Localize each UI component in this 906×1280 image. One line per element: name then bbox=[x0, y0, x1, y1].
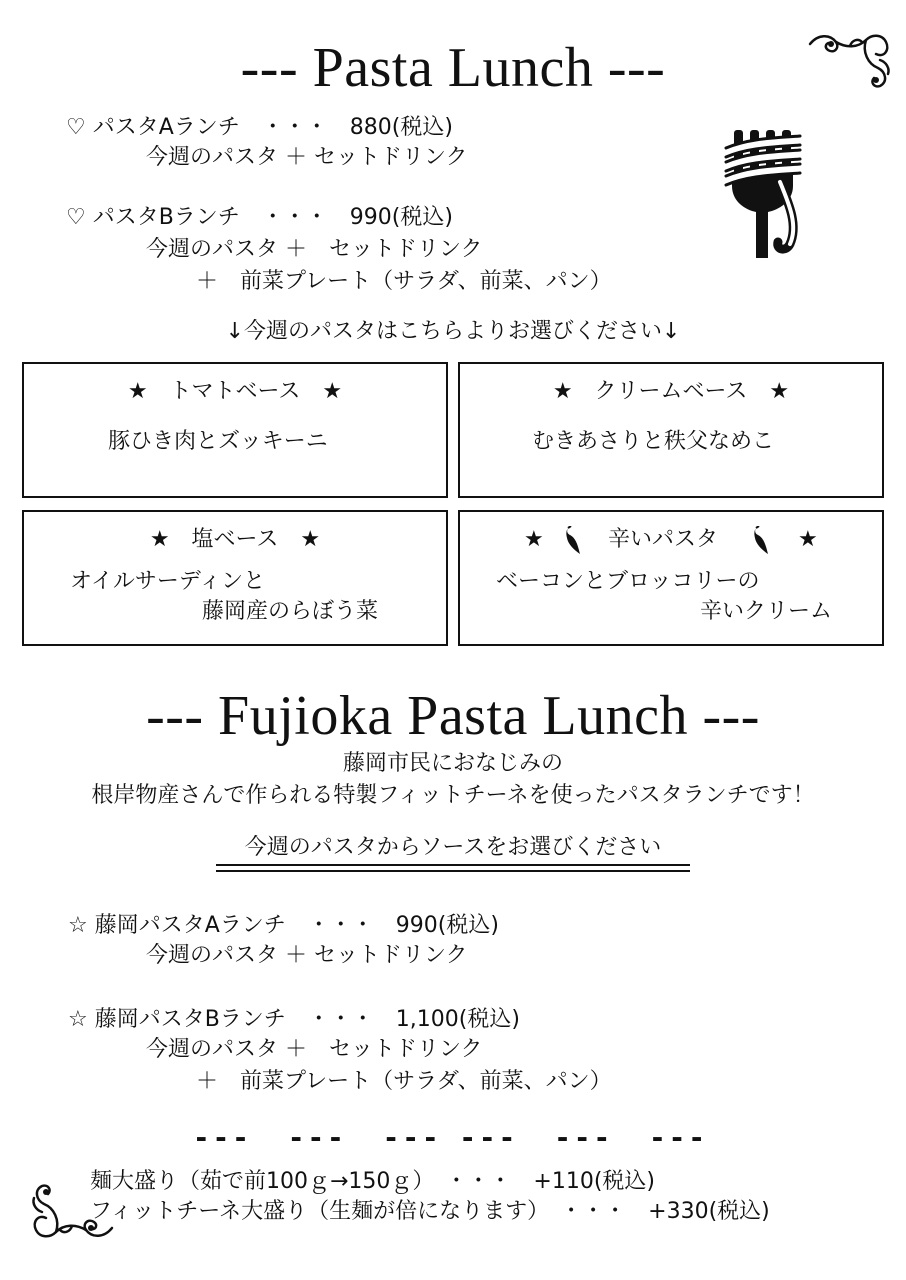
star-right: ★ bbox=[798, 527, 818, 552]
fujioka-b-lunch-extra: ＋ 前菜プレート（サラダ、前菜、パン） bbox=[196, 1069, 612, 1094]
menu-box-cream bbox=[458, 362, 884, 498]
menu-box-salt bbox=[22, 510, 448, 646]
fujioka-intro-line1: 藤岡市民におなじみの bbox=[342, 751, 563, 776]
box-heading: ★ トマトベース ★ bbox=[127, 379, 343, 404]
choose-sauce-note: 今週のパスタからソースをお選びください bbox=[244, 835, 662, 860]
fujioka-b-lunch-title: ☆ 藤岡パスタBランチ ・・・ 1,100(税込) bbox=[68, 1007, 520, 1032]
dash-divider: --- --- --- --- --- --- bbox=[195, 1121, 711, 1154]
box-heading: ★ 塩ベース ★ bbox=[149, 527, 321, 552]
fujioka-intro-line2: 根岸物産さんで作られる特製フィットチーネを使ったパスタランチです！ bbox=[91, 783, 815, 808]
fujioka-a-lunch-title: ☆ 藤岡パスタAランチ ・・・ 990(税込) bbox=[68, 913, 499, 938]
flourish-ornament-bottom-left bbox=[30, 1180, 116, 1242]
box-text-line2: 藤岡産のらぼう菜 bbox=[202, 599, 379, 624]
menu-box-tomato bbox=[22, 362, 448, 498]
chili-pepper-icon bbox=[750, 526, 772, 556]
fujioka-a-lunch-detail: 今週のパスタ ＋ セットドリンク bbox=[146, 943, 468, 968]
choose-pasta-note: ↓今週のパスタはこちらよりお選びください↓ bbox=[225, 319, 681, 344]
fujioka-b-lunch-detail: 今週のパスタ ＋ セットドリンク bbox=[146, 1037, 483, 1062]
pasta-b-lunch-detail: 今週のパスタ ＋ セットドリンク bbox=[146, 237, 483, 262]
fujioka-pasta-lunch-title: --- Fujioka Pasta Lunch --- bbox=[146, 685, 760, 747]
noodle-large-option: 麺大盛り（茹で前100ｇ→150ｇ） ・・・ +110(税込) bbox=[90, 1169, 656, 1194]
underline-top bbox=[216, 864, 690, 866]
underline-bottom bbox=[216, 870, 690, 872]
box-text-line1: ベーコンとブロッコリーの bbox=[496, 569, 760, 594]
pasta-a-lunch-detail: 今週のパスタ ＋ セットドリンク bbox=[146, 145, 468, 170]
menu-box-spicy bbox=[458, 510, 884, 646]
box-text-line2: 辛いクリーム bbox=[700, 599, 833, 624]
pasta-lunch-title: --- Pasta Lunch --- bbox=[240, 37, 666, 99]
fettuccine-large-option: フィットチーネ大盛り（生麺が倍になります） ・・・ +330(税込) bbox=[90, 1199, 770, 1224]
spicy-heading: 辛いパスタ bbox=[608, 527, 719, 552]
star-left: ★ bbox=[524, 527, 544, 552]
chili-pepper-icon bbox=[562, 526, 584, 556]
box-text-line1: オイルサーディンと bbox=[70, 569, 266, 594]
box-heading: ★ クリームベース ★ bbox=[552, 379, 790, 404]
box-text: むきあさりと秩父なめこ bbox=[532, 429, 775, 454]
fork-with-pasta-icon bbox=[720, 126, 804, 262]
pasta-b-lunch-extra: ＋ 前菜プレート（サラダ、前菜、パン） bbox=[196, 269, 612, 294]
box-text: 豚ひき肉とズッキーニ bbox=[108, 429, 328, 454]
pasta-b-lunch-title: ♡ パスタBランチ ・・・ 990(税込) bbox=[66, 205, 453, 230]
pasta-a-lunch-title: ♡ パスタAランチ ・・・ 880(税込) bbox=[66, 115, 453, 140]
